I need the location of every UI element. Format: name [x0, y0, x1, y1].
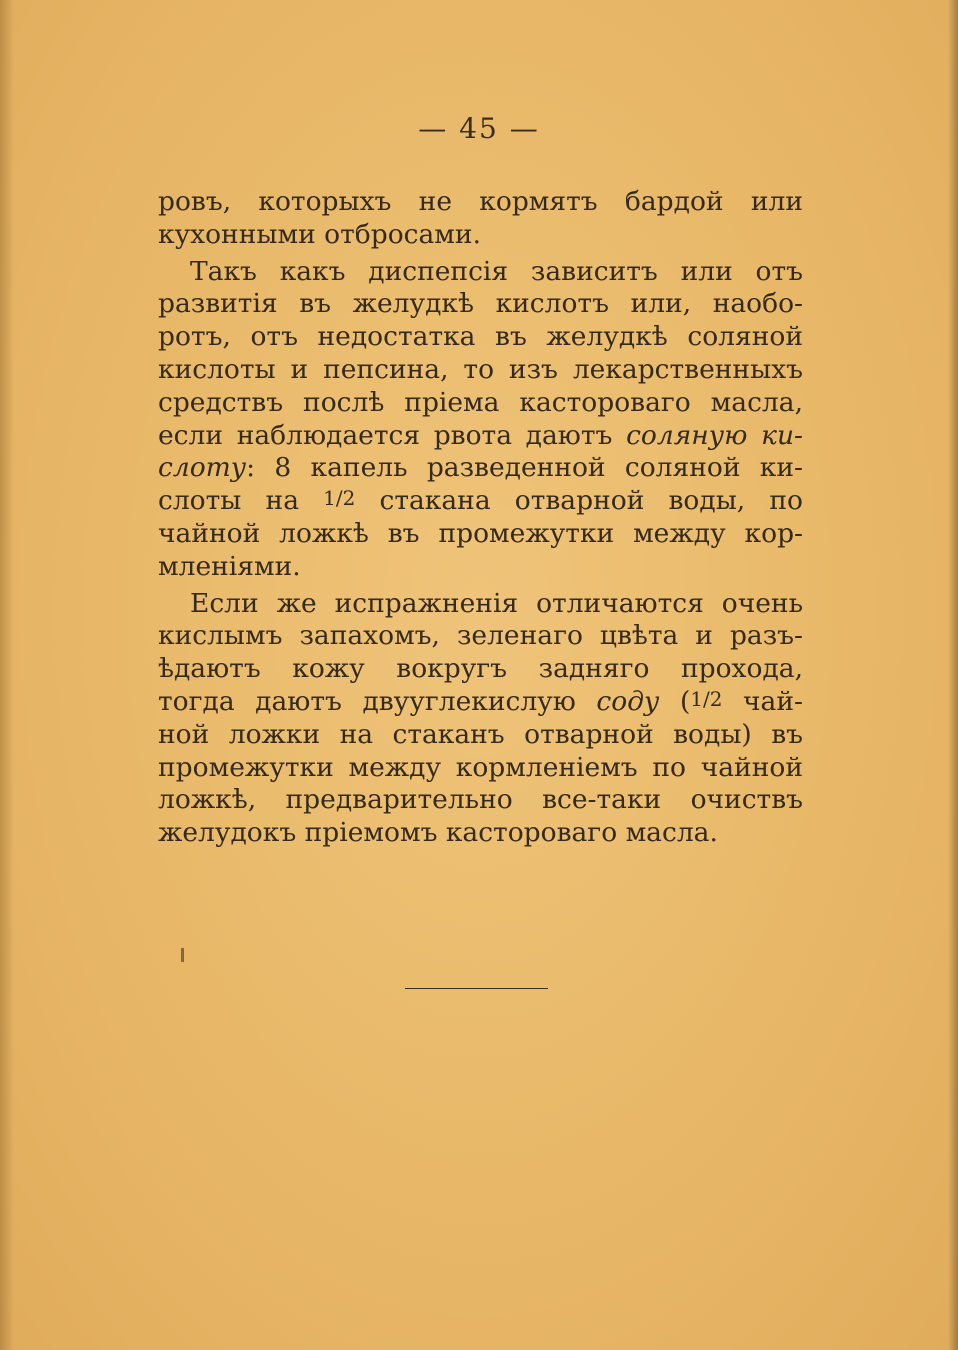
italic-term: соду [596, 685, 660, 717]
text-line: ной ложки на стаканъ отварной воды) въ [158, 718, 803, 750]
page-number: — 45 — [418, 112, 540, 145]
text-line: Если же испражненія отличаются очень [190, 587, 803, 619]
text-run: чай- [743, 685, 803, 717]
text-line: мленіями. [158, 550, 301, 582]
text-run: если наблюдается рвота даютъ [158, 419, 613, 451]
text-run: тогда даютъ двууглекислую [158, 685, 576, 717]
text-line: кислымъ запахомъ, зеленаго цвѣта и разъ- [158, 620, 803, 652]
text-line: средствъ послѣ пріема касторовaго масла, [158, 386, 803, 418]
text-run: : 8 капель разведенной соляной ки- [246, 452, 803, 484]
text-line: Такъ какъ диспепсія зависитъ или отъ [190, 255, 803, 287]
text-line: ѣдаютъ кожу вокругъ задняго прохода, [158, 653, 803, 685]
text-run: слоты на [158, 485, 299, 517]
text-line: чайной ложкѣ въ промежутки между кор- [158, 517, 803, 549]
fraction-half: 1/2 [690, 686, 723, 711]
text-line: кухонными отбросами. [158, 218, 481, 250]
italic-term: слоту [158, 452, 247, 484]
section-divider-rule [405, 988, 548, 989]
page-edge-shadow-left [0, 0, 14, 1350]
text-run: стакана отварной воды, по [379, 485, 803, 517]
page-edge-shadow-right [948, 0, 958, 1350]
text-line-mixed [158, 686, 803, 719]
text-line: кислоты и пепсина, то изъ лекарственныхъ [158, 353, 803, 385]
body-text [158, 186, 803, 850]
text-line: ротъ, отъ недостатка въ желудкѣ соляной [158, 321, 803, 353]
fraction-half: 1/2 [323, 486, 356, 511]
text-line: ложкѣ, предварительно все-таки очиствъ [158, 784, 803, 816]
text-line-mixed [158, 420, 803, 453]
text-line: желудокъ пріемомъ касторовaго масла. [158, 817, 718, 849]
italic-term: соляную ки- [626, 419, 803, 451]
text-line: ровъ, которыхъ не кормятъ бардой или [158, 186, 803, 217]
text-line: промежутки между кормленіемъ по чайной [158, 751, 803, 783]
text-line: развитія въ желудкѣ кислотъ или, наобо- [158, 288, 803, 320]
text-line-mixed [158, 485, 803, 518]
text-run: ( [679, 685, 691, 717]
text-line-mixed [158, 452, 803, 485]
print-speck [181, 948, 184, 962]
